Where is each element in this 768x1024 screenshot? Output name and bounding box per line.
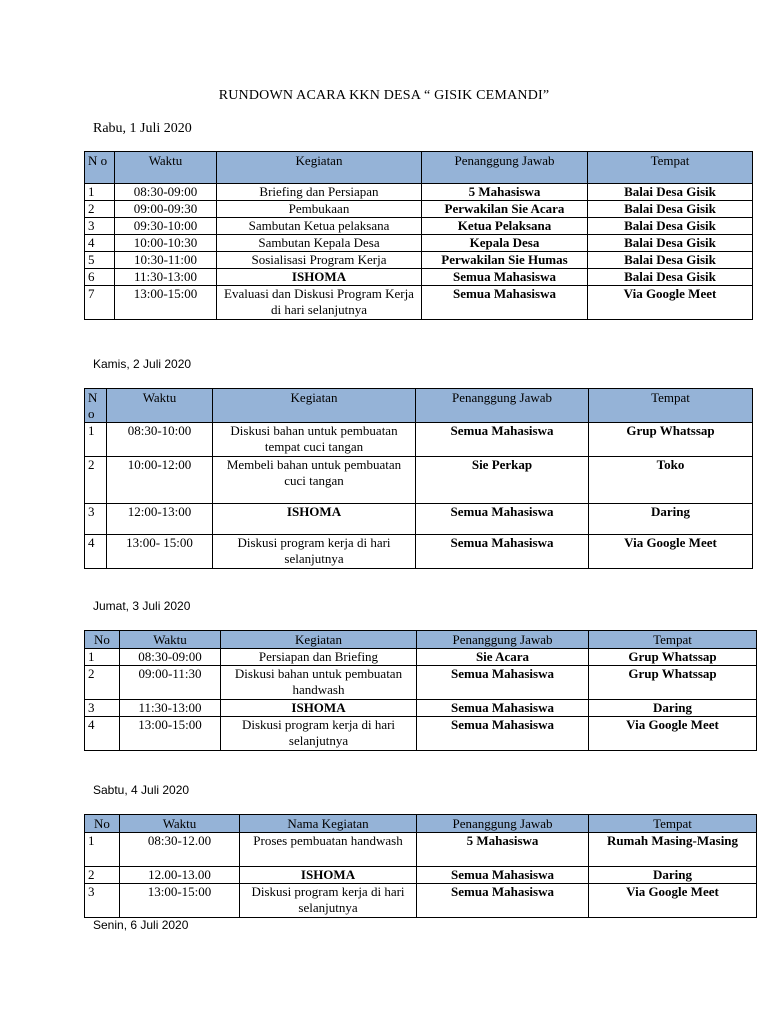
cell-kegiatan: Briefing dan Persiapan	[217, 184, 422, 201]
day-date: Sabtu, 4 Juli 2020	[93, 783, 190, 797]
table-header-row	[85, 815, 757, 833]
schedule-table-day1	[84, 151, 753, 320]
cell-pj: Semua Mahasiswa	[417, 884, 589, 918]
cell-pj: Semua Mahasiswa	[417, 666, 589, 700]
table-row	[85, 252, 753, 269]
cell-waktu: 13:00-15:00	[115, 286, 217, 320]
document-title: RUNDOWN ACARA KKN DESA “ GISIK CEMANDI”	[218, 88, 550, 103]
cell-waktu: 11:30-13:00	[115, 269, 217, 286]
cell-pj: Semua Mahasiswa	[422, 286, 588, 320]
cell-tempat: Toko	[589, 457, 753, 504]
cell-kegiatan: Proses pembuatan handwash	[240, 833, 417, 867]
cell-waktu: 09:30-10:00	[115, 218, 217, 235]
header-waktu: Waktu	[115, 152, 217, 184]
cell-no: 2	[85, 201, 115, 218]
cell-kegiatan: Pembukaan	[217, 201, 422, 218]
cell-no: 3	[85, 884, 120, 918]
cell-waktu: 12:00-13:00	[107, 504, 213, 535]
table-row	[85, 833, 757, 867]
cell-kegiatan: Sosialisasi Program Kerja	[217, 252, 422, 269]
cell-no: 1	[85, 423, 107, 457]
cell-waktu: 10:00-10:30	[115, 235, 217, 252]
cell-pj: Semua Mahasiswa	[417, 867, 589, 884]
schedule-table-day3	[84, 630, 757, 751]
cell-no: 3	[85, 700, 120, 717]
cell-tempat: Daring	[589, 867, 757, 884]
table-row	[85, 649, 757, 666]
cell-pj: 5 Mahasiswa	[422, 184, 588, 201]
header-kegiatan: Kegiatan	[221, 631, 417, 649]
cell-kegiatan: ISHOMA	[213, 504, 416, 535]
table-row	[85, 218, 753, 235]
cell-tempat: Via Google Meet	[588, 286, 753, 320]
cell-no: 2	[85, 867, 120, 884]
cell-waktu: 08:30-12.00	[120, 833, 240, 867]
cell-pj: Perwakilan Sie Humas	[422, 252, 588, 269]
cell-tempat: Daring	[589, 504, 753, 535]
cell-pj: Semua Mahasiswa	[417, 700, 589, 717]
cell-no: 1	[85, 833, 120, 867]
cell-kegiatan: Evaluasi dan Diskusi Program Kerja di hari selanjutnya	[217, 286, 422, 320]
cell-tempat: Grup Whatssap	[589, 649, 757, 666]
cell-tempat: Balai Desa Gisik	[588, 201, 753, 218]
table-row	[85, 504, 753, 535]
cell-waktu: 13:00- 15:00	[107, 535, 213, 569]
table-header-row	[85, 152, 753, 184]
header-tempat: Tempat	[589, 815, 757, 833]
cell-tempat: Via Google Meet	[589, 535, 753, 569]
header-waktu: Waktu	[120, 815, 240, 833]
header-waktu: Waktu	[107, 389, 213, 423]
cell-waktu: 09:00-09:30	[115, 201, 217, 218]
cell-pj: Kepala Desa	[422, 235, 588, 252]
cell-tempat: Via Google Meet	[589, 717, 757, 751]
cell-pj: Ketua Pelaksana	[422, 218, 588, 235]
cell-waktu: 13:00-15:00	[120, 884, 240, 918]
table-row	[85, 535, 753, 569]
header-kegiatan: Kegiatan	[213, 389, 416, 423]
cell-no: 3	[85, 218, 115, 235]
cell-tempat: Rumah Masing-Masing	[589, 833, 757, 867]
cell-kegiatan: Sambutan Kepala Desa	[217, 235, 422, 252]
cell-no: 4	[85, 717, 120, 751]
cell-no: 2	[85, 666, 120, 700]
cell-no: 1	[85, 649, 120, 666]
cell-no: 4	[85, 235, 115, 252]
header-tempat: Tempat	[589, 631, 757, 649]
cell-waktu: 10:30-11:00	[115, 252, 217, 269]
cell-tempat: Via Google Meet	[589, 884, 757, 918]
cell-pj: Semua Mahasiswa	[417, 717, 589, 751]
cell-pj: Sie Acara	[417, 649, 589, 666]
cell-waktu: 09:00-11:30	[120, 666, 221, 700]
table-row	[85, 884, 757, 918]
cell-no: 4	[85, 535, 107, 569]
cell-waktu: 11:30-13:00	[120, 700, 221, 717]
table-row	[85, 700, 757, 717]
cell-waktu: 10:00-12:00	[107, 457, 213, 504]
table-header-row	[85, 389, 753, 423]
cell-pj: Perwakilan Sie Acara	[422, 201, 588, 218]
cell-kegiatan: Diskusi program kerja di hari selanjutnya	[221, 717, 417, 751]
cell-no: 5	[85, 252, 115, 269]
cell-kegiatan: Diskusi program kerja di hari selanjutnya	[213, 535, 416, 569]
cell-pj: 5 Mahasiswa	[417, 833, 589, 867]
cell-kegiatan: Sambutan Ketua pelaksana	[217, 218, 422, 235]
header-kegiatan: Kegiatan	[217, 152, 422, 184]
table-row	[85, 201, 753, 218]
header-no: N o	[85, 389, 107, 423]
cell-kegiatan: Membeli bahan untuk pembuatan cuci tangan	[213, 457, 416, 504]
table-header-row	[85, 631, 757, 649]
schedule-table-day2	[84, 388, 753, 569]
cell-waktu: 08:30-09:00	[120, 649, 221, 666]
table-row	[85, 867, 757, 884]
table-row	[85, 184, 753, 201]
cell-waktu: 12.00-13.00	[120, 867, 240, 884]
cell-kegiatan: Diskusi program kerja di hari selanjutnya	[240, 884, 417, 918]
cell-no: 7	[85, 286, 115, 320]
cell-pj: Semua Mahasiswa	[416, 504, 589, 535]
table-row	[85, 269, 753, 286]
header-penanggung-jawab: Penanggung Jawab	[422, 152, 588, 184]
day-date: Kamis, 2 Juli 2020	[93, 357, 192, 371]
cell-waktu: 08:30-09:00	[115, 184, 217, 201]
header-waktu: Waktu	[120, 631, 221, 649]
cell-tempat: Balai Desa Gisik	[588, 252, 753, 269]
cell-tempat: Grup Whatssap	[589, 666, 757, 700]
header-penanggung-jawab: Penanggung Jawab	[417, 815, 589, 833]
cell-kegiatan: Persiapan dan Briefing	[221, 649, 417, 666]
header-tempat: Tempat	[588, 152, 753, 184]
day-date: Jumat, 3 Juli 2020	[93, 599, 191, 613]
table-row	[85, 457, 753, 504]
header-penanggung-jawab: Penanggung Jawab	[417, 631, 589, 649]
cell-pj: Semua Mahasiswa	[416, 535, 589, 569]
cell-kegiatan: ISHOMA	[221, 700, 417, 717]
cell-no: 1	[85, 184, 115, 201]
cell-kegiatan: ISHOMA	[217, 269, 422, 286]
table-row	[85, 666, 757, 700]
cell-kegiatan: Diskusi bahan untuk pembuatan tempat cuci tangan	[213, 423, 416, 457]
cell-pj: Semua Mahasiswa	[416, 423, 589, 457]
cell-waktu: 08:30-10:00	[107, 423, 213, 457]
header-penanggung-jawab: Penanggung Jawab	[416, 389, 589, 423]
cell-tempat: Balai Desa Gisik	[588, 218, 753, 235]
header-tempat: Tempat	[589, 389, 753, 423]
day-date: Senin, 6 Juli 2020	[93, 918, 189, 932]
cell-pj: Semua Mahasiswa	[422, 269, 588, 286]
cell-tempat: Balai Desa Gisik	[588, 235, 753, 252]
cell-kegiatan: ISHOMA	[240, 867, 417, 884]
table-row	[85, 717, 757, 751]
header-no: No	[85, 631, 120, 649]
table-row	[85, 423, 753, 457]
table-row	[85, 235, 753, 252]
cell-tempat: Balai Desa Gisik	[588, 269, 753, 286]
header-no: No	[85, 815, 120, 833]
cell-tempat: Daring	[589, 700, 757, 717]
cell-waktu: 13:00-15:00	[120, 717, 221, 751]
table-row	[85, 286, 753, 320]
cell-pj: Sie Perkap	[416, 457, 589, 504]
cell-kegiatan: Diskusi bahan untuk pembuatan handwash	[221, 666, 417, 700]
schedule-table-day4	[84, 814, 757, 918]
cell-tempat: Grup Whatssap	[589, 423, 753, 457]
cell-no: 6	[85, 269, 115, 286]
cell-no: 3	[85, 504, 107, 535]
cell-tempat: Balai Desa Gisik	[588, 184, 753, 201]
day-date: Rabu, 1 Juli 2020	[93, 121, 192, 136]
header-no: N o	[85, 152, 115, 184]
header-nama-kegiatan: Nama Kegiatan	[240, 815, 417, 833]
cell-no: 2	[85, 457, 107, 504]
